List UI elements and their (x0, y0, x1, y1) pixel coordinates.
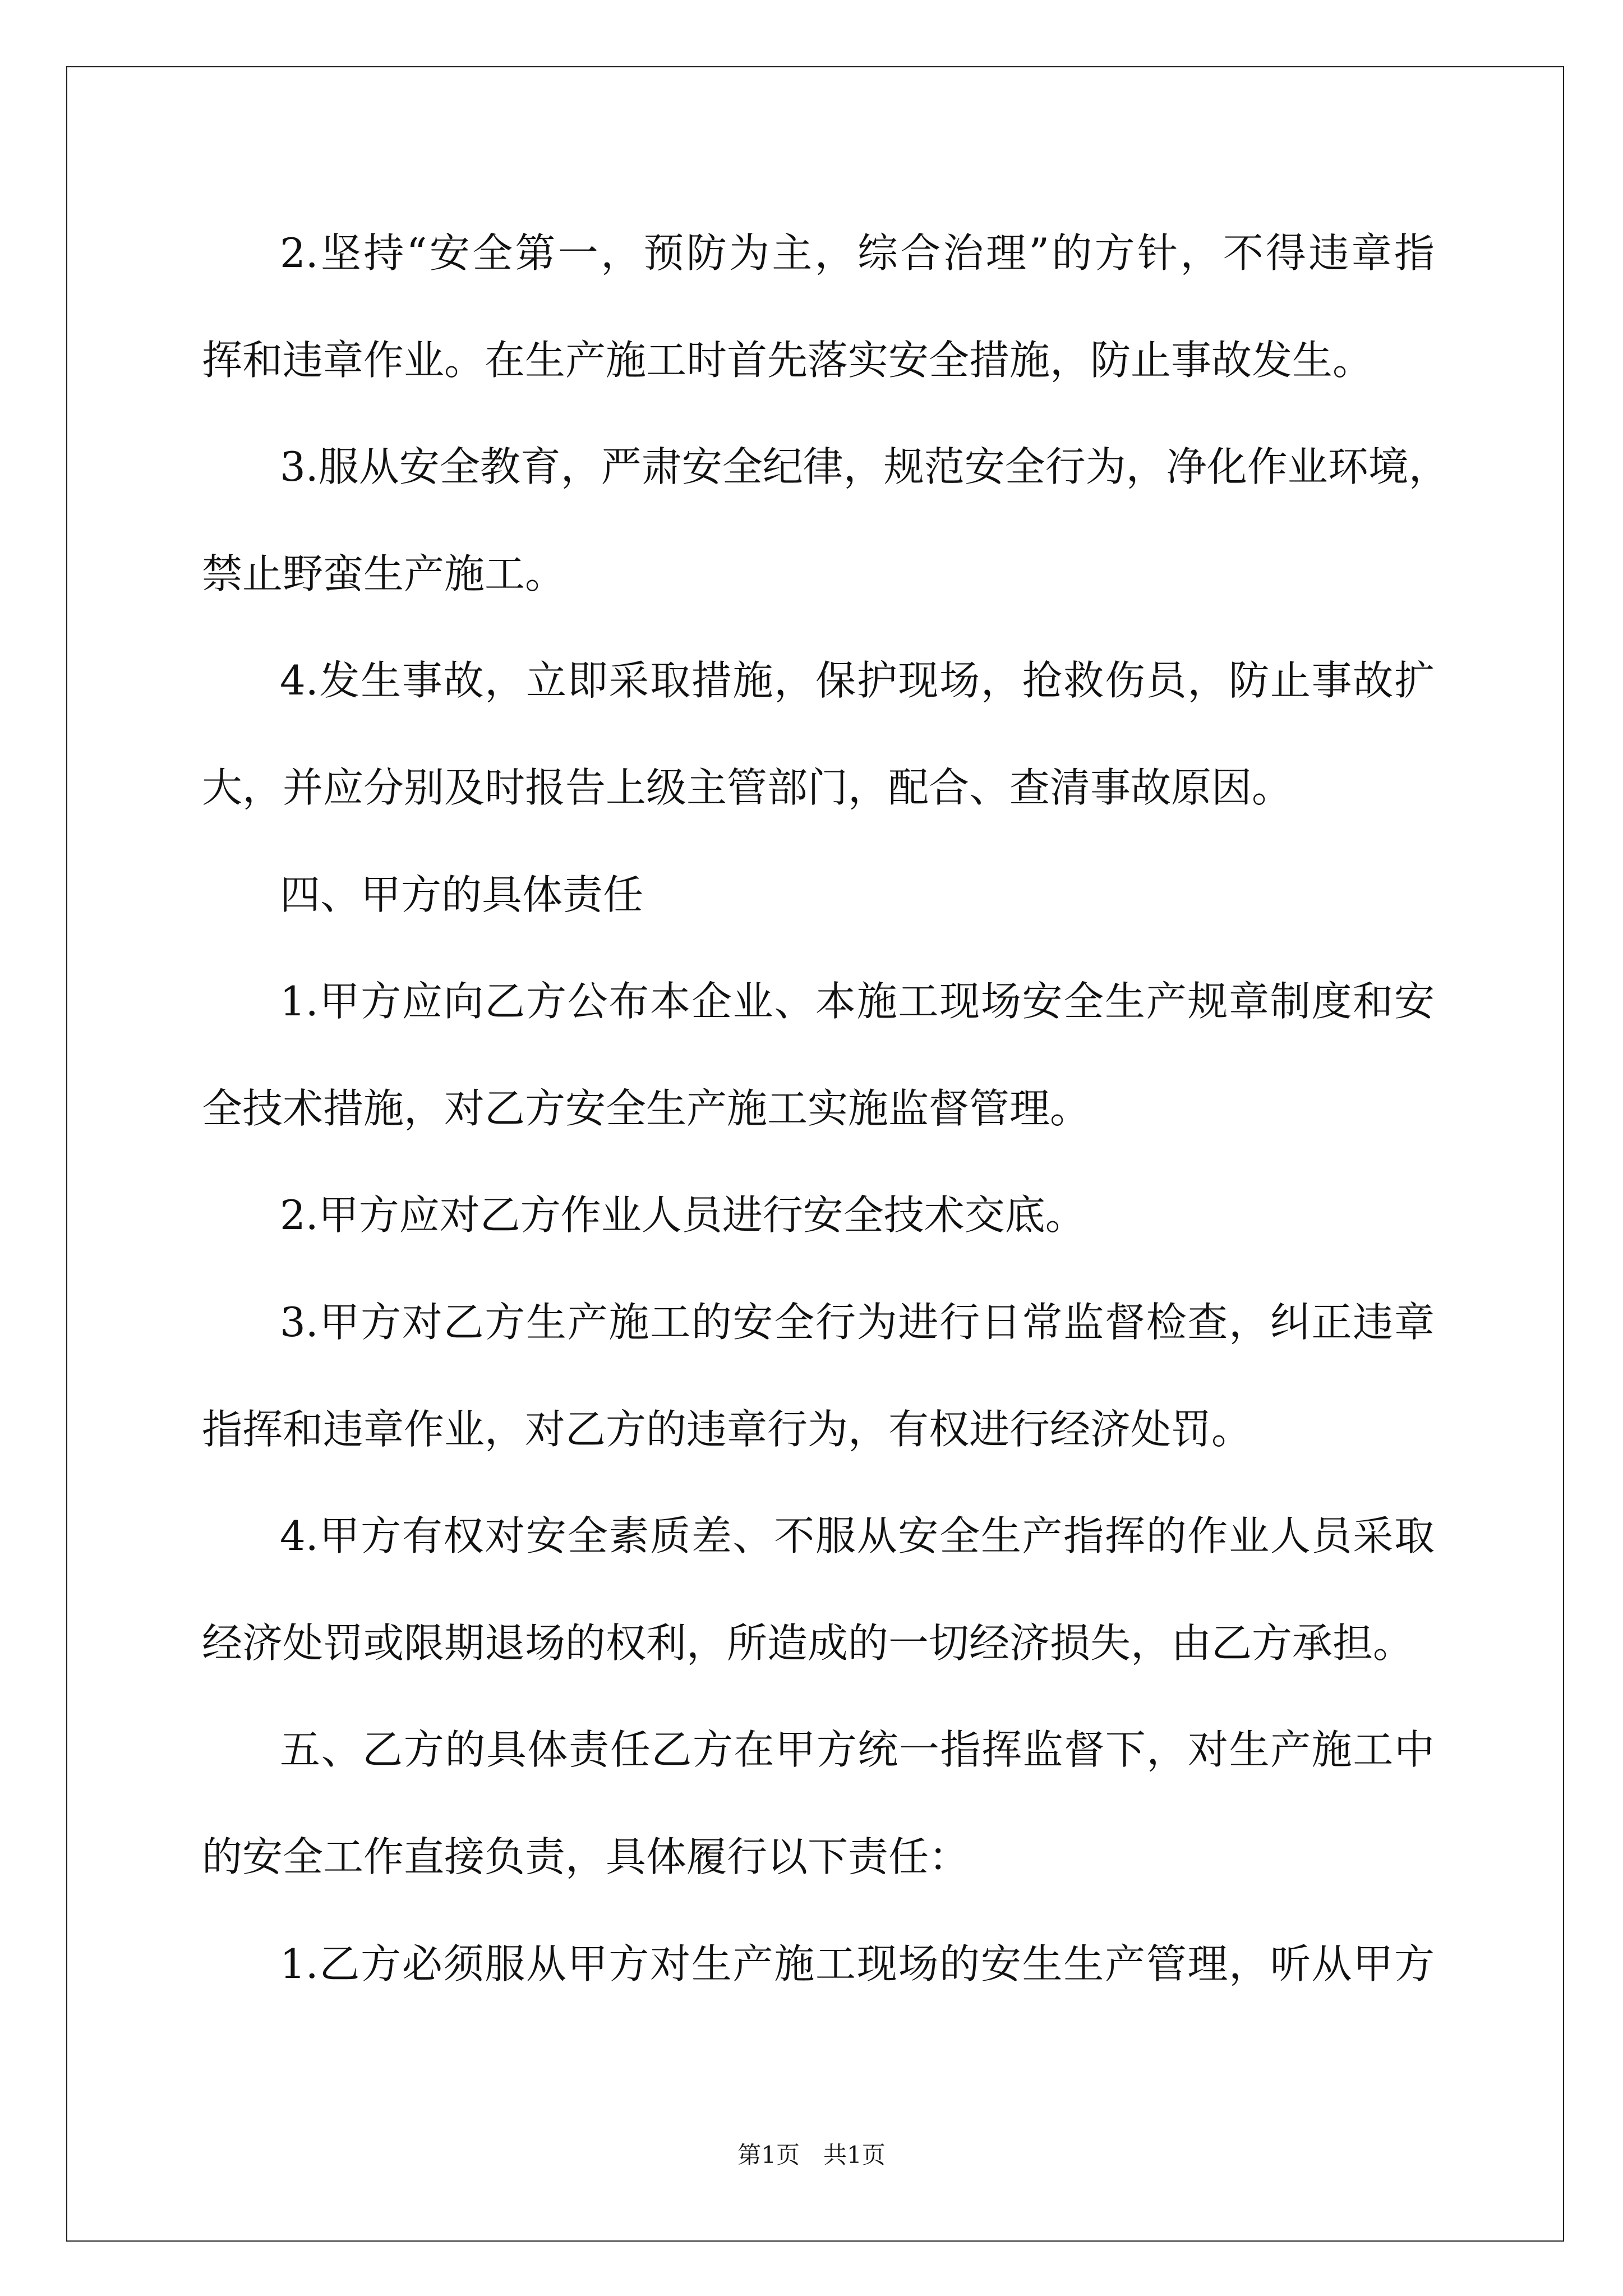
section-heading-text: 四、甲方的具体责任 (280, 871, 644, 918)
section-heading (202, 841, 1435, 949)
document-body (202, 200, 1449, 2017)
paragraph (202, 200, 1435, 413)
text-line: 2.坚持“安全第一，预防为主，综合治理”的方针，不得违章指 (280, 229, 1435, 277)
text-line: 4.甲方有权对安全素质差、不服从安全生产指挥的作业人员采取 (280, 1512, 1435, 1560)
paragraph (202, 1162, 1435, 1269)
text-line: 大，并应分别及时报告上级主管部门，配合、查清事故原因。 (202, 763, 1293, 811)
paragraph (202, 1911, 1435, 2018)
text-line: 1.甲方应向乙方公布本企业、本施工现场安全生产规章制度和安 (280, 978, 1435, 1025)
page-number-current: 第1页 (737, 2141, 800, 2169)
text-line: 4.发生事故，立即采取措施，保护现场，抢救伤员，防止事故扩 (280, 657, 1435, 705)
text-line: 经济处罚或限期退场的权利，所造成的一切经济损失，由乙方承担。 (202, 1619, 1414, 1667)
text-line: 3.服从安全教育，严肃安全纪律，规范安全行为，净化作业环境， (280, 443, 1449, 491)
paragraph (202, 413, 1449, 627)
text-line: 五、乙方的具体责任乙方在甲方统一指挥监督下，对生产施工中 (280, 1726, 1435, 1774)
page-footer (0, 2140, 1623, 2170)
text-line: 2.甲方应对乙方作业人员进行安全技术交底。 (280, 1191, 1086, 1239)
paragraph (202, 948, 1435, 1162)
paragraph (202, 627, 1435, 841)
text-line: 的安全工作直接负责，具体履行以下责任： (202, 1833, 970, 1880)
text-line: 禁止野蛮生产施工。 (202, 550, 566, 597)
paragraph (202, 1269, 1435, 1483)
text-line: 3.甲方对乙方生产施工的安全行为进行日常监督检查，纠正违章 (280, 1298, 1435, 1346)
text-line: 1.乙方必须服从甲方对生产施工现场的安生生产管理，听从甲方 (280, 1940, 1435, 1987)
text-line: 指挥和违章作业，对乙方的违章行为，有权进行经济处罚。 (202, 1405, 1252, 1453)
paragraph (202, 1483, 1435, 1696)
section-heading-paragraph (202, 1696, 1435, 1910)
text-line: 全技术措施，对乙方安全生产施工实施监督管理。 (202, 1084, 1091, 1132)
text-line: 挥和违章作业。在生产施工时首先落实安全措施，防止事故发生。 (202, 336, 1373, 384)
page-number-total: 共1页 (823, 2141, 886, 2169)
